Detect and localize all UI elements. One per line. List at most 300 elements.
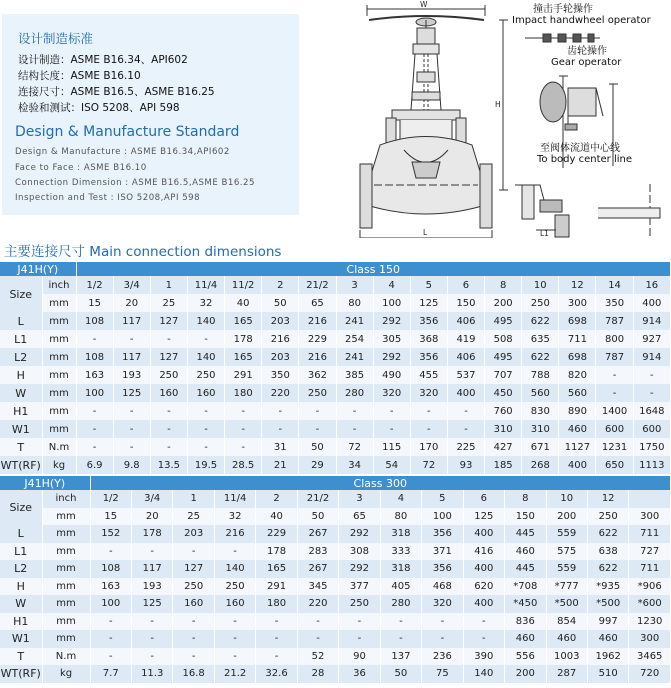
value-cell: 7.7 (90, 665, 131, 683)
value-cell: 6 (463, 490, 504, 508)
value-cell: 356 (410, 348, 447, 366)
table-row (0, 384, 671, 402)
table-row (0, 595, 671, 613)
value-cell: 914 (633, 348, 670, 366)
value-cell: 559 (546, 525, 587, 543)
value-cell: 108 (90, 560, 131, 578)
value-cell: 345 (297, 578, 338, 596)
value-cell: 25 (150, 294, 187, 312)
value-cell: 32 (214, 508, 255, 526)
value-cell: - (131, 613, 172, 631)
value-cell: 140 (463, 665, 504, 683)
value-cell: 50 (380, 665, 421, 683)
row-label: L2 (0, 348, 42, 366)
row-label: H (0, 366, 42, 384)
value-cell: 788 (522, 366, 559, 384)
value-cell: - (90, 630, 131, 648)
value-cell: - (380, 630, 421, 648)
value-cell: 356 (410, 312, 447, 330)
value-cell: - (339, 613, 380, 631)
standards-en-title: Design & Manufacture Standard (15, 124, 240, 140)
value-cell: 125 (410, 294, 447, 312)
value-cell: 1750 (633, 438, 670, 456)
value-cell: 137 (380, 648, 421, 666)
value-cell: - (76, 420, 113, 438)
model-label: J41H(Y) (0, 262, 76, 276)
value-cell: 12 (559, 276, 596, 294)
value-cell: 1/2 (90, 490, 131, 508)
value-cell: 620 (463, 578, 504, 596)
row-label: WT(RF) (0, 665, 42, 683)
value-cell: 250 (173, 578, 214, 596)
value-cell: 160 (150, 384, 187, 402)
value-cell: 836 (505, 613, 546, 631)
value-cell: 193 (113, 366, 150, 384)
value-cell: 292 (339, 525, 380, 543)
row-label: Size (0, 276, 42, 312)
value-cell: - (187, 330, 224, 348)
value-cell: - (339, 630, 380, 648)
unit-cell: N.m (42, 438, 76, 456)
value-cell: 28 (297, 665, 338, 683)
value-cell: 90 (339, 648, 380, 666)
value-cell: 1003 (546, 648, 587, 666)
value-cell: - (225, 438, 262, 456)
value-cell: 400 (447, 384, 484, 402)
value-cell: 40 (256, 508, 297, 526)
gear-cn-label: 齿轮操作 (567, 46, 607, 57)
value-cell: 400 (633, 294, 670, 312)
value-cell: 163 (90, 578, 131, 596)
value-cell: 21.2 (214, 665, 255, 683)
table-row (0, 665, 671, 683)
value-cell: - (256, 630, 297, 648)
value-cell: 170 (410, 438, 447, 456)
value-cell: 150 (447, 294, 484, 312)
value-cell: 12 (587, 490, 628, 508)
value-cell: - (150, 402, 187, 420)
value-cell: 21/2 (299, 276, 336, 294)
unit-cell: mm (42, 613, 90, 631)
value-cell: 21 (262, 456, 299, 474)
value-cell: 787 (596, 312, 633, 330)
value-cell: 180 (225, 384, 262, 402)
row-label: T (0, 648, 42, 666)
value-cell: - (90, 543, 131, 561)
value-cell: 250 (299, 384, 336, 402)
value-cell: 229 (256, 525, 297, 543)
unit-cell: mm (42, 348, 76, 366)
value-cell: - (447, 420, 484, 438)
value-cell: 236 (422, 648, 463, 666)
value-cell: 400 (463, 560, 504, 578)
value-cell: - (262, 402, 299, 420)
value-cell: 460 (546, 630, 587, 648)
value-cell: 203 (262, 348, 299, 366)
value-cell: 20 (113, 294, 150, 312)
value-cell: 559 (546, 560, 587, 578)
dim-h-label: H (495, 100, 501, 109)
value-cell: 250 (587, 508, 628, 526)
value-cell: 140 (187, 312, 224, 330)
value-cell: 31 (262, 438, 299, 456)
value-cell: 3/4 (113, 276, 150, 294)
value-cell: - (150, 438, 187, 456)
value-cell: 460 (505, 630, 546, 648)
value-cell: 300 (629, 508, 671, 526)
value-cell: - (463, 613, 504, 631)
value-cell: 220 (297, 595, 338, 613)
value-cell: 371 (422, 543, 463, 561)
value-cell: 16 (633, 276, 670, 294)
value-cell: 350 (596, 294, 633, 312)
impact-cn-label: 撞击手轮操作 (533, 4, 593, 15)
value-cell: 160 (187, 384, 224, 402)
value-cell: - (187, 402, 224, 420)
value-cell: - (633, 384, 670, 402)
value-cell: 2 (262, 276, 299, 294)
value-cell: 622 (522, 312, 559, 330)
value-cell: - (336, 402, 373, 420)
value-cell: 711 (559, 330, 596, 348)
value-cell: 268 (522, 456, 559, 474)
value-cell: - (131, 543, 172, 561)
value-cell: - (173, 630, 214, 648)
value-cell: - (463, 630, 504, 648)
value-cell: 800 (596, 330, 633, 348)
class-label: Class 150 (76, 262, 670, 276)
table-row (0, 312, 671, 330)
table-row (0, 366, 671, 384)
value-cell: 560 (559, 384, 596, 402)
value-cell: 140 (214, 560, 255, 578)
value-cell: 100 (373, 294, 410, 312)
value-cell: - (131, 630, 172, 648)
row-label: L2 (0, 560, 42, 578)
value-cell: 150 (505, 508, 546, 526)
value-cell: 216 (214, 525, 255, 543)
value-cell: 280 (336, 384, 373, 402)
value-cell: 28.5 (225, 456, 262, 474)
value-cell: 356 (422, 560, 463, 578)
value-cell: - (299, 402, 336, 420)
value-cell: 15 (90, 508, 131, 526)
value-cell: 117 (131, 560, 172, 578)
table-row (0, 348, 671, 366)
value-cell: 250 (150, 366, 187, 384)
value-cell: 310 (522, 420, 559, 438)
value-cell: 127 (173, 560, 214, 578)
unit-cell: mm (42, 525, 90, 543)
unit-cell: mm (42, 330, 76, 348)
value-cell: 220 (262, 384, 299, 402)
value-cell: 711 (629, 560, 671, 578)
value-cell: 178 (131, 525, 172, 543)
valve-drawing (0, 0, 671, 238)
unit-cell: mm (42, 312, 76, 330)
value-cell: 200 (505, 665, 546, 683)
value-cell: - (596, 384, 633, 402)
value-cell: 163 (76, 366, 113, 384)
row-label: W (0, 595, 42, 613)
value-cell: *500 (546, 595, 587, 613)
value-cell: 1127 (559, 438, 596, 456)
value-cell: 108 (76, 348, 113, 366)
value-cell: 356 (422, 525, 463, 543)
value-cell: 50 (299, 438, 336, 456)
value-cell: 3 (339, 490, 380, 508)
value-cell: 671 (522, 438, 559, 456)
value-cell: 927 (633, 330, 670, 348)
value-cell: - (214, 648, 255, 666)
table-row (0, 630, 671, 648)
top-section (0, 0, 671, 238)
value-cell: 125 (113, 384, 150, 402)
value-cell: 707 (485, 366, 522, 384)
standards-cn-line: 结构长度：ASME B16.10 (18, 70, 141, 82)
value-cell: 318 (380, 560, 421, 578)
dim-w-label: W (420, 0, 428, 9)
value-cell: - (113, 402, 150, 420)
value-cell: 108 (76, 312, 113, 330)
value-cell: 125 (463, 508, 504, 526)
table-row (0, 294, 671, 312)
value-cell: 29 (299, 456, 336, 474)
value-cell: - (373, 402, 410, 420)
value-cell: 20 (131, 508, 172, 526)
value-cell: 140 (187, 348, 224, 366)
value-cell: 80 (336, 294, 373, 312)
value-cell: 427 (485, 438, 522, 456)
value-cell: 1 (150, 276, 187, 294)
value-cell: 4 (380, 490, 421, 508)
value-cell: - (422, 613, 463, 631)
value-cell: 93 (447, 456, 484, 474)
value-cell: 2 (256, 490, 297, 508)
value-cell: - (90, 613, 131, 631)
value-cell: 117 (113, 348, 150, 366)
value-cell: 72 (336, 438, 373, 456)
value-cell: 638 (587, 543, 628, 561)
center-cn-label: 至阀体流道中心线 (540, 143, 620, 154)
value-cell: 460 (587, 630, 628, 648)
value-cell: 3/4 (131, 490, 172, 508)
value-cell: 193 (131, 578, 172, 596)
value-cell: 1/2 (76, 276, 113, 294)
value-cell: 830 (522, 402, 559, 420)
value-cell: 854 (546, 613, 587, 631)
value-cell: 203 (173, 525, 214, 543)
value-cell: - (422, 630, 463, 648)
value-cell: 54 (373, 456, 410, 474)
table-row (0, 525, 671, 543)
value-cell: 385 (336, 366, 373, 384)
value-cell: 333 (380, 543, 421, 561)
value-cell: 75 (422, 665, 463, 683)
value-cell: 178 (256, 543, 297, 561)
value-cell: 445 (505, 525, 546, 543)
value-cell: 50 (262, 294, 299, 312)
value-cell: 216 (299, 312, 336, 330)
value-cell: 419 (447, 330, 484, 348)
value-cell: 291 (225, 366, 262, 384)
value-cell: 320 (422, 595, 463, 613)
value-cell: - (113, 330, 150, 348)
value-cell: 250 (187, 366, 224, 384)
value-cell: 1230 (629, 613, 671, 631)
value-cell: 1400 (596, 402, 633, 420)
value-cell: - (297, 613, 338, 631)
value-cell: 6 (447, 276, 484, 294)
table-row (0, 402, 671, 420)
value-cell: 178 (225, 330, 262, 348)
value-cell: - (113, 438, 150, 456)
table-row (0, 438, 671, 456)
value-cell: 362 (299, 366, 336, 384)
value-cell: 180 (256, 595, 297, 613)
value-cell: 622 (587, 525, 628, 543)
value-cell: 165 (225, 348, 262, 366)
value-cell: 320 (410, 384, 447, 402)
value-cell: 10 (522, 276, 559, 294)
unit-cell: N.m (42, 648, 90, 666)
value-cell: 203 (262, 312, 299, 330)
unit-cell: inch (42, 490, 90, 508)
value-cell: 165 (256, 560, 297, 578)
value-cell: 450 (485, 384, 522, 402)
value-cell: - (373, 420, 410, 438)
value-cell: - (187, 438, 224, 456)
value-cell: 727 (629, 543, 671, 561)
value-cell: 100 (422, 508, 463, 526)
dim-l-label: L (423, 228, 428, 237)
center-en-label: To body center line (537, 154, 633, 165)
value-cell: 34 (336, 456, 373, 474)
value-cell: 6.9 (76, 456, 113, 474)
value-cell: 229 (299, 330, 336, 348)
unit-cell: mm (42, 384, 76, 402)
value-cell: 468 (422, 578, 463, 596)
value-cell: 160 (214, 595, 255, 613)
unit-cell: mm (42, 508, 90, 526)
table-header-row (0, 476, 671, 490)
value-cell: - (90, 648, 131, 666)
value-cell: - (214, 543, 255, 561)
value-cell: 300 (559, 294, 596, 312)
value-cell: 622 (587, 560, 628, 578)
value-cell: 1113 (633, 456, 670, 474)
row-label: L1 (0, 543, 42, 561)
standards-cn-line: 设计制造：ASME B16.34、API602 (18, 54, 188, 66)
value-cell: 460 (559, 420, 596, 438)
value-cell: - (150, 330, 187, 348)
value-cell: 11/4 (187, 276, 224, 294)
value-cell: 250 (522, 294, 559, 312)
value-cell: 787 (596, 348, 633, 366)
table-row (0, 508, 671, 526)
value-cell: 405 (380, 578, 421, 596)
value-cell: 495 (485, 312, 522, 330)
row-label: L (0, 525, 42, 543)
value-cell: - (131, 648, 172, 666)
value-cell: 200 (485, 294, 522, 312)
value-cell: - (150, 420, 187, 438)
unit-cell: mm (42, 294, 76, 312)
value-cell: 291 (256, 578, 297, 596)
value-cell: 11/2 (225, 276, 262, 294)
value-cell: - (299, 420, 336, 438)
value-cell: 400 (463, 595, 504, 613)
value-cell: 32 (187, 294, 224, 312)
value-cell: - (214, 630, 255, 648)
value-cell: *906 (629, 578, 671, 596)
standards-en-line: Face to Face : ASME B16.10 (15, 163, 147, 173)
value-cell: - (410, 420, 447, 438)
unit-cell: mm (42, 595, 90, 613)
value-cell: - (76, 330, 113, 348)
unit-cell: mm (42, 578, 90, 596)
value-cell: - (225, 402, 262, 420)
value-cell: 890 (559, 402, 596, 420)
value-cell: 1962 (587, 648, 628, 666)
table-row (0, 578, 671, 596)
table-row (0, 560, 671, 578)
value-cell: - (173, 543, 214, 561)
value-cell: 254 (336, 330, 373, 348)
value-cell: 537 (447, 366, 484, 384)
gear-en-label: Gear operator (551, 57, 622, 68)
value-cell: - (633, 366, 670, 384)
value-cell: 305 (373, 330, 410, 348)
value-cell: 400 (559, 456, 596, 474)
value-cell: 21/2 (297, 490, 338, 508)
value-cell: 200 (546, 508, 587, 526)
value-cell: 350 (262, 366, 299, 384)
value-cell: 283 (297, 543, 338, 561)
value-cell: 16.8 (173, 665, 214, 683)
value-cell: 711 (629, 525, 671, 543)
value-cell: 40 (225, 294, 262, 312)
value-cell: 575 (546, 543, 587, 561)
value-cell: - (596, 366, 633, 384)
value-cell: 250 (214, 578, 255, 596)
value-cell: - (447, 402, 484, 420)
value-cell: 267 (297, 560, 338, 578)
value-cell: 820 (559, 366, 596, 384)
value-cell: 25 (173, 508, 214, 526)
row-label: H1 (0, 613, 42, 631)
unit-cell: kg (42, 456, 76, 474)
value-cell: 241 (336, 348, 373, 366)
value-cell: 160 (173, 595, 214, 613)
table-row (0, 276, 671, 294)
value-cell: 698 (559, 312, 596, 330)
table-row (0, 330, 671, 348)
impact-en-label: Impact handwheel operator (512, 15, 651, 26)
value-cell: 5 (422, 490, 463, 508)
standards-en-line: Inspection and Test : ISO 5208,API 598 (15, 193, 201, 203)
value-cell: 80 (380, 508, 421, 526)
value-cell: 310 (485, 420, 522, 438)
value-cell: 152 (90, 525, 131, 543)
value-cell: - (187, 420, 224, 438)
value-cell: 308 (339, 543, 380, 561)
value-cell: 416 (463, 543, 504, 561)
value-cell: 1 (173, 490, 214, 508)
value-cell: 267 (297, 525, 338, 543)
value-cell: - (113, 420, 150, 438)
value-cell: 460 (505, 543, 546, 561)
